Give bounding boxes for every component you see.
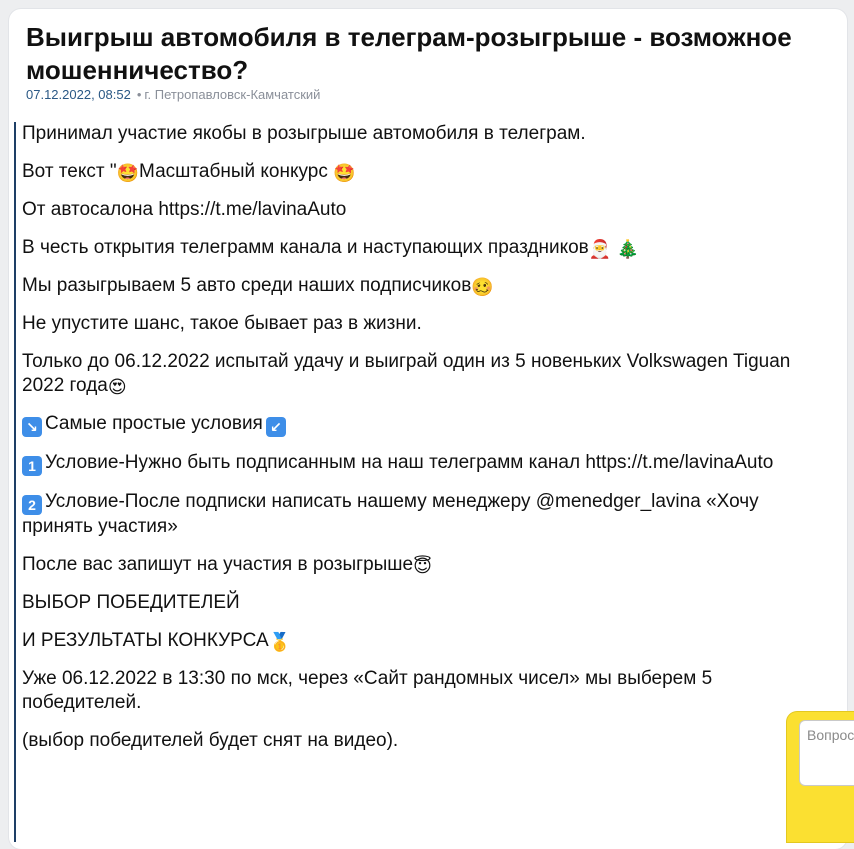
post-line: ↘ Самые простые условия ↙ (22, 412, 827, 437)
post-line: Только до 06.12.2022 испытай удачу и выиграй один из 5 новеньких Volkswagen Tiguan 2022 года😍 (22, 351, 791, 397)
arrow-down-left-icon: ↙ (266, 417, 286, 437)
christmas-tree-emoji-icon: 🎄 (616, 239, 639, 259)
post-line: Уже 06.12.2022 в 13:30 по мск, через «Сайт рандомных чисел» мы выберем 5 победителей. (22, 668, 713, 713)
post-date: 07.12.2022, 08:52 (26, 87, 131, 102)
post-line: Вот текст "🤩Масштабный конкурс 🤩 (22, 161, 356, 183)
post-line: 1 Условие-Нужно быть подписанным на наш телеграмм канал https://t.me/lavinaAuto (22, 451, 827, 476)
post-line: Принимал участие якобы в розыгрыше автомобиля в телеграм. (22, 123, 586, 144)
santa-emoji-icon: 🎅 (588, 239, 612, 259)
post-location: г. Петропавловск-Камчатский (144, 87, 321, 102)
post-line: (выбор победителей будет снят на видео). (22, 730, 399, 751)
post-line: ВЫБОР ПОБЕДИТЕЛЕЙ (22, 592, 240, 613)
woozy-face-emoji-icon: 🥴 (471, 277, 494, 297)
star-eyes-emoji-icon: 🤩 (116, 163, 140, 183)
post-meta (26, 87, 320, 102)
keycap-one-icon: 1 (22, 456, 42, 476)
keycap-two-icon: 2 (22, 495, 42, 515)
post-line: 2 Условие-После подписки написать нашему менеджеру @menedger_lavina «Хочу принять участия» (22, 491, 759, 537)
star-eyes-emoji-icon: 🤩 (333, 163, 356, 183)
post-line: И РЕЗУЛЬТАТЫ КОНКУРСА🥇 (22, 630, 292, 652)
meta-separator: • (136, 87, 142, 102)
question-input[interactable] (799, 720, 854, 786)
gold-medal-emoji-icon: 🥇 (268, 632, 292, 652)
ask-question-widget (787, 712, 854, 842)
post-line: От автосалона https://t.me/lavinaAuto (22, 199, 347, 220)
heart-eyes-emoji-icon: 😍 (107, 377, 127, 397)
post-line: В честь открытия телеграмм канала и наступающих праздников🎅 🎄 (22, 237, 639, 259)
post-body (14, 122, 827, 842)
page-title: Выигрыш автомобиля в телеграм-розыгрыше - возможное мошенничество? (26, 22, 792, 85)
post-line: Не упустите шанс, такое бывает раз в жизни. (22, 313, 422, 334)
post-line: Мы разыгрываем 5 авто среди наших подписчиков🥴 (22, 275, 494, 297)
angel-face-emoji-icon: 😇 (413, 556, 432, 576)
arrow-down-right-icon: ↘ (22, 417, 42, 437)
post-line: После вас запишут на участия в розыгрыше😇 (22, 554, 432, 576)
